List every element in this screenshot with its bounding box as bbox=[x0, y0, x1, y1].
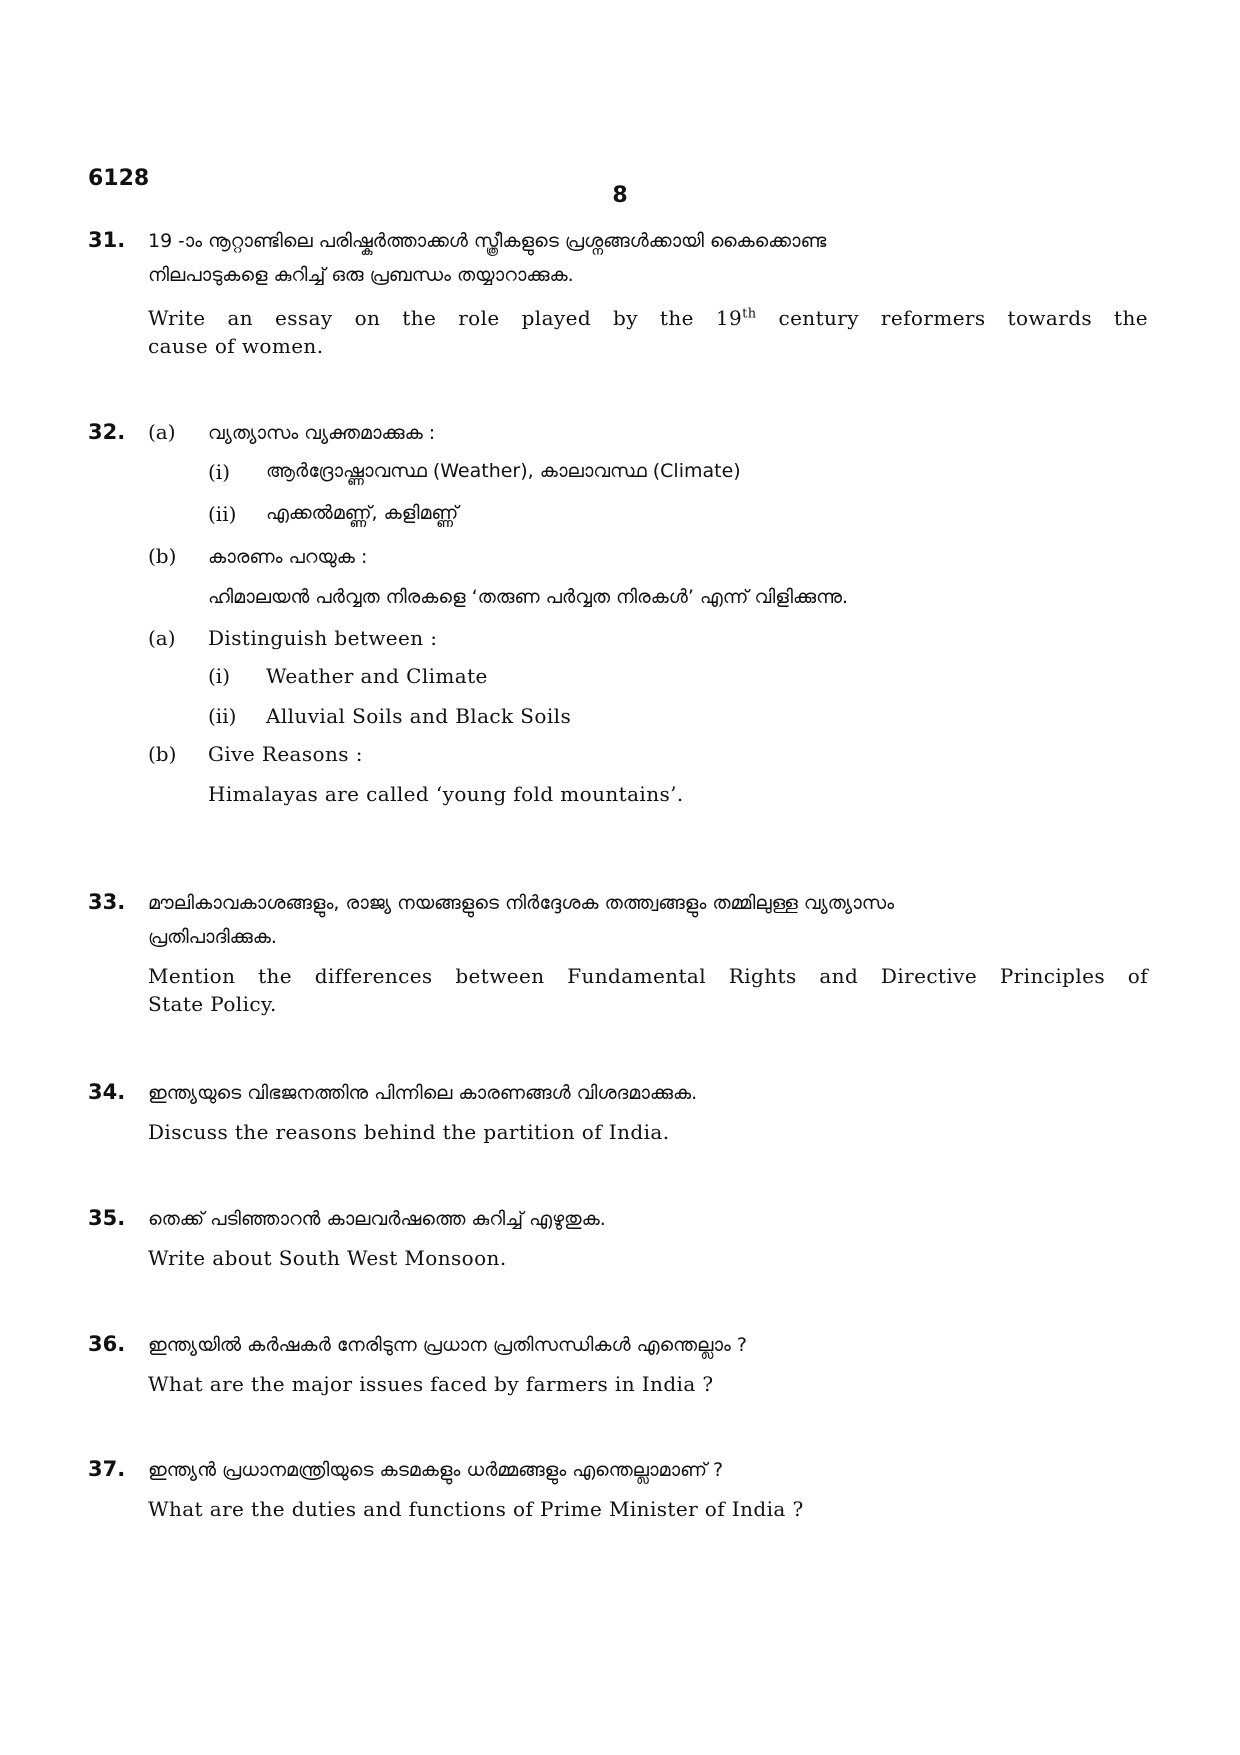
question-text-ml: പ്രതിപാദിക്കുക. bbox=[148, 926, 277, 948]
sub-question-ml: എക്കൽമണ്ണ്, കളിമണ്ണ് bbox=[266, 502, 459, 524]
question-number: 31. bbox=[88, 228, 126, 252]
question-text-ml: ഇന്ത്യയുടെ വിഭജനത്തിനു പിന്നിലെ കാരണങ്ങൾ വിശദമാക്കുക. bbox=[148, 1082, 698, 1104]
question-number: 37. bbox=[88, 1457, 126, 1481]
sub-question-ml: വ്യത്യാസം വ്യക്തമാക്കുക : bbox=[208, 422, 436, 444]
paper-code: 6128 bbox=[88, 166, 150, 191]
question-text-ml: ഇന്ത്യൻ പ്രധാനമന്ത്രിയുടെ കടമകളും ധർമ്മങ്ങളും എന്തെല്ലാമാണ് ? bbox=[148, 1459, 724, 1481]
sub-label: (b) bbox=[148, 544, 177, 568]
sub-question-en: Distinguish between : bbox=[208, 626, 438, 650]
question-text-ml: ഇന്ത്യയിൽ കർഷകർ നേരിടുന്ന പ്രധാന പ്രതിസന്ധികൾ എന്തെല്ലാം ? bbox=[148, 1334, 748, 1356]
sub-question-en: Alluvial Soils and Black Soils bbox=[266, 704, 572, 728]
page-number: 8 bbox=[612, 183, 628, 208]
sub-label: (i) bbox=[208, 460, 231, 484]
question-text-en: State Policy. bbox=[148, 992, 277, 1016]
sub-label: (b) bbox=[148, 742, 177, 766]
sub-label: (ii) bbox=[208, 704, 237, 728]
question-text-en: Mention the differences between Fundamental Rights and Directive Principles of bbox=[148, 964, 1148, 988]
question-number: 33. bbox=[88, 890, 126, 914]
sub-label: (i) bbox=[208, 664, 231, 688]
sub-label: (a) bbox=[148, 420, 176, 444]
question-text-ml: തെക്ക് പടിഞ്ഞാറൻ കാലവർഷത്തെ കുറിച്ച് എഴുതുക. bbox=[148, 1208, 606, 1230]
question-text-ml: 19 -ാം നൂറ്റാണ്ടിലെ പരിഷ്കർത്താക്കൾ സ്ത്രീകളുടെ പ്രശ്നങ്ങൾക്കായി കൈക്കൊണ്ട bbox=[148, 230, 827, 252]
sub-question-ml: കാരണം പറയുക : bbox=[208, 546, 368, 568]
question-text-en: Discuss the reasons behind the partition of India. bbox=[148, 1120, 670, 1144]
sub-question-ml: ഹിമാലയൻ പർവ്വത നിരകളെ ‘തരുണ പർവ്വത നിരകൾ’ എന്ന് വിളിക്കുന്നു. bbox=[208, 586, 849, 608]
question-number: 34. bbox=[88, 1080, 126, 1104]
sub-question-en: Give Reasons : bbox=[208, 742, 363, 766]
question-text-en: cause of women. bbox=[148, 334, 324, 358]
question-text-en: What are the duties and functions of Prime Minister of India ? bbox=[148, 1497, 804, 1521]
question-text-en: Write about South West Monsoon. bbox=[148, 1246, 507, 1270]
question-number: 32. bbox=[88, 420, 126, 444]
sub-question-en: Himalayas are called ‘young fold mountains’. bbox=[208, 782, 684, 806]
sub-label: (a) bbox=[148, 626, 176, 650]
question-number: 36. bbox=[88, 1332, 126, 1356]
question-number: 35. bbox=[88, 1206, 126, 1230]
question-text-en: Write an essay on the role played by the 19th century reformers towards the bbox=[148, 306, 1149, 330]
sub-question-en: Weather and Climate bbox=[266, 664, 488, 688]
question-text-ml: മൗലികാവകാശങ്ങളും, രാജ്യ നയങ്ങളുടെ നിർദ്ദേശക തത്ത്വങ്ങളും തമ്മിലുള്ള വ്യത്യാസം bbox=[148, 892, 895, 914]
question-text-ml: നിലപാടുകളെ കുറിച്ച് ഒരു പ്രബന്ധം തയ്യാറാക്കുക. bbox=[148, 264, 574, 286]
sub-question-ml: ആർദ്രോഷ്ണാവസ്ഥ (Weather), കാലാവസ്ഥ (Climate) bbox=[266, 460, 741, 482]
question-text-en: What are the major issues faced by farmers in India ? bbox=[148, 1372, 714, 1396]
sub-label: (ii) bbox=[208, 502, 237, 526]
